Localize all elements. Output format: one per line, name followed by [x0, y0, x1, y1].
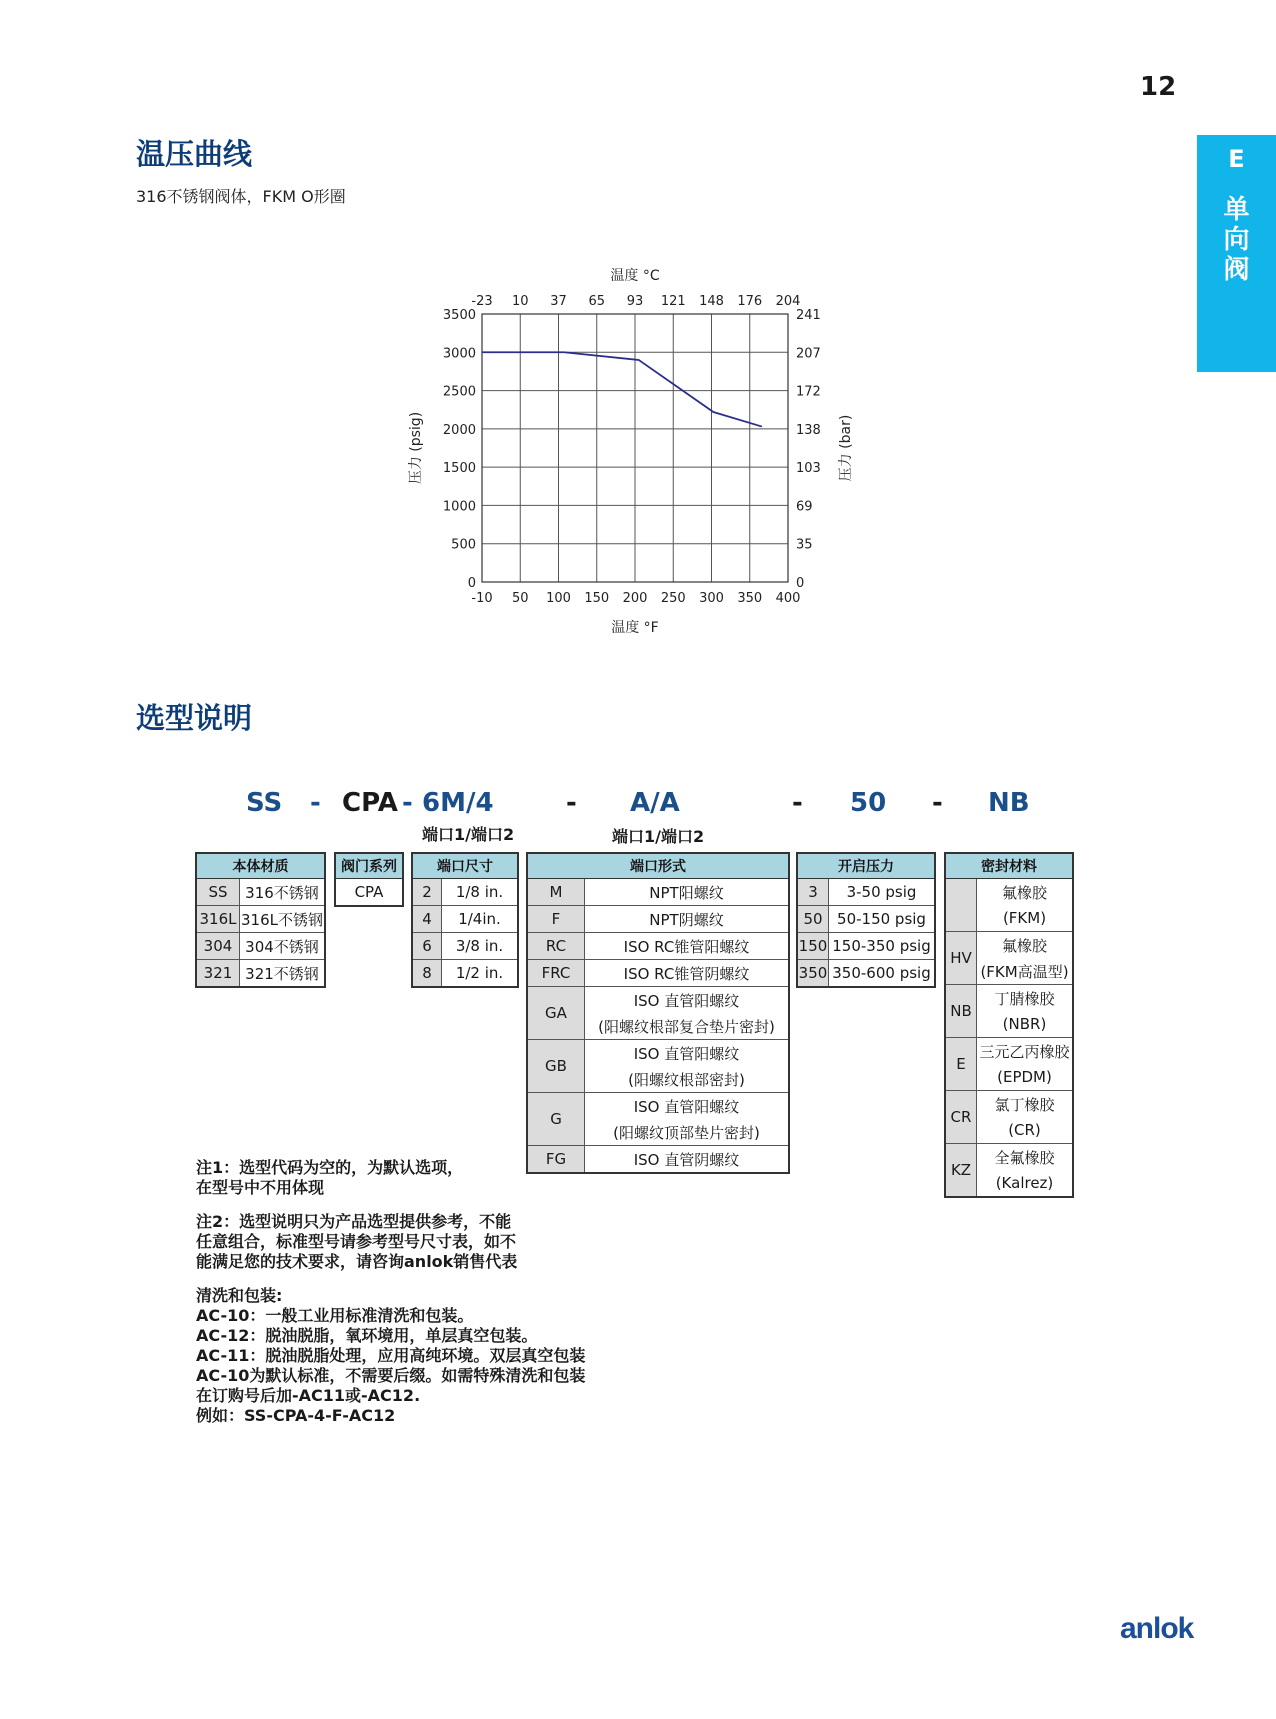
table-row — [945, 985, 1073, 1012]
y-tick-label-bar: 0 — [796, 576, 805, 591]
note-line: 在订购号后加-AC11或-AC12. — [196, 1386, 421, 1405]
code-size: 6M/4 — [422, 788, 494, 818]
x-tick-label-f: 250 — [660, 591, 686, 606]
side-tab-letter: E — [1228, 145, 1245, 173]
cell-desc: 3/8 in. — [442, 933, 519, 960]
cell-desc: 321不锈钢 — [240, 960, 326, 988]
y-tick-label-psig: 3500 — [442, 308, 476, 323]
x-tick-label-c: 65 — [588, 294, 606, 309]
y-tick-label-bar: 241 — [796, 308, 821, 323]
table-row — [945, 1038, 1073, 1065]
cell-desc: ISO RC锥管阳螺纹 — [585, 933, 790, 960]
cell-desc: (FKM) — [977, 905, 1074, 932]
y-tick-label-psig: 0 — [467, 576, 476, 591]
table-row — [412, 879, 518, 906]
cell-desc: 氟橡胶 — [977, 932, 1074, 959]
side-tab-char: 向 — [1223, 225, 1250, 255]
x-tick-label-f: 400 — [775, 591, 801, 606]
cell-desc: 氯丁橡胶 — [977, 1091, 1074, 1118]
table-row — [797, 960, 935, 988]
x-tick-label-f: -10 — [471, 591, 493, 606]
x-tick-label-f: 50 — [511, 591, 529, 606]
cell-desc: 304不锈钢 — [240, 933, 326, 960]
y-axis-label-left: 压力 (psig) — [408, 411, 424, 485]
cell-desc: NPT阴螺纹 — [585, 906, 790, 933]
x-tick-label-f: 150 — [584, 591, 610, 606]
cell-desc: (阳螺纹根部密封) — [585, 1066, 790, 1093]
cell-desc: 150-350 psig — [829, 933, 936, 960]
y-tick-label-bar: 207 — [796, 346, 821, 362]
note-line: 清洗和包装: — [196, 1286, 283, 1305]
y-tick-label-psig: 2000 — [442, 422, 476, 438]
ordering-code — [0, 788, 1276, 822]
note-line: AC-11：脱油脱脂处理，应用高纯环境。双层真空包装 — [196, 1346, 586, 1365]
table-header: 密封材料 — [945, 853, 1073, 879]
cell-code: SS — [196, 879, 240, 906]
cell-code: E — [945, 1038, 977, 1091]
cell-desc: ISO 直管阳螺纹 — [585, 1040, 790, 1067]
note-2 — [196, 1212, 517, 1272]
table-row — [527, 879, 789, 906]
table-row — [797, 879, 935, 906]
cell-code: 150 — [797, 933, 829, 960]
x-tick-label-c: -23 — [471, 294, 493, 309]
cell-code: 50 — [797, 906, 829, 933]
cell-desc: 1/4in. — [442, 906, 519, 933]
y-tick-label-psig: 3000 — [442, 346, 476, 362]
cell-desc: 三元乙丙橡胶 — [977, 1038, 1074, 1065]
cell-code: 8 — [412, 960, 442, 988]
x-tick-label-c: 37 — [550, 294, 567, 309]
side-tab-char: 阀 — [1223, 255, 1250, 285]
table-row — [527, 933, 789, 960]
cell-desc: ISO 直管阳螺纹 — [585, 1093, 790, 1120]
port-size-table — [411, 852, 519, 988]
cell-desc: NPT阳螺纹 — [585, 879, 790, 906]
table-row — [797, 906, 935, 933]
note-line: AC-12：脱油脱脂，氧环境用，单层真空包装。 — [196, 1326, 538, 1345]
cell-code: 4 — [412, 906, 442, 933]
y-tick-label-bar: 35 — [796, 537, 813, 553]
table-row — [527, 906, 789, 933]
table-header: 本体材质 — [196, 853, 325, 879]
y-tick-label-bar: 103 — [796, 461, 821, 477]
y-tick-label-psig: 500 — [451, 537, 476, 553]
cell-code: 6 — [412, 933, 442, 960]
cell-desc: (EPDM) — [977, 1064, 1074, 1091]
cell-code — [945, 879, 977, 932]
cell-desc: 丁腈橡胶 — [977, 985, 1074, 1012]
cell-code: GB — [527, 1040, 585, 1093]
cell-desc: (Kalrez) — [977, 1170, 1074, 1197]
x-tick-label-f: 200 — [622, 591, 648, 606]
note-1 — [196, 1158, 463, 1198]
side-tab-char: 单 — [1223, 195, 1250, 225]
cell-desc: (FKM高温型) — [977, 958, 1074, 985]
code-series: CPA — [342, 788, 398, 818]
cell-code: RC — [527, 933, 585, 960]
table-row — [527, 1146, 789, 1174]
cell-desc: 全氟橡胶 — [977, 1144, 1074, 1171]
cell-code: M — [527, 879, 585, 906]
table-row — [412, 906, 518, 933]
table-row — [196, 933, 325, 960]
section-title-pt-curve: 温压曲线 — [136, 137, 253, 171]
y-tick-label-bar: 69 — [796, 499, 813, 515]
port-form-table — [526, 852, 790, 1174]
y-tick-label-psig: 1500 — [442, 461, 476, 477]
table-row — [412, 933, 518, 960]
table-row — [196, 879, 325, 906]
cell-desc: 3-50 psig — [829, 879, 936, 906]
table-row — [527, 1093, 789, 1120]
code-separator: - — [792, 788, 803, 818]
x-tick-label-c: 93 — [626, 294, 644, 309]
code-size-subtitle: 端口1/端口2 — [422, 825, 515, 844]
side-tab-text — [1197, 195, 1276, 285]
code-pressure: 50 — [850, 788, 887, 818]
cell-code: CPA — [335, 879, 403, 907]
table-header: 开启压力 — [797, 853, 935, 879]
section-side-tab — [1197, 135, 1276, 372]
x-tick-label-c: 121 — [660, 294, 686, 309]
table-row — [412, 960, 518, 988]
note-line: 注1：选型代码为空的，为默认选项， — [196, 1158, 464, 1177]
table-row — [196, 960, 325, 988]
cell-code: 321 — [196, 960, 240, 988]
code-separator: - — [310, 788, 321, 818]
code-separator: - — [566, 788, 577, 818]
note-line: AC-10：一般工业用标准清洗和包装。 — [196, 1306, 474, 1325]
table-row — [945, 932, 1073, 959]
table-header: 阀门系列 — [335, 853, 403, 879]
table-row — [945, 1091, 1073, 1118]
cell-code: 316L — [196, 906, 240, 933]
table-row — [527, 960, 789, 987]
x-tick-label-c: 176 — [737, 294, 763, 309]
code-seal: NB — [988, 788, 1030, 818]
note-line: 注2：选型说明只为产品选型提供参考，不能 — [196, 1212, 512, 1231]
pressure-temperature-chart — [400, 252, 880, 642]
series-line — [482, 352, 762, 426]
section-title-ordering: 选型说明 — [136, 701, 253, 735]
section-subtitle: 316不锈钢阀体，FKM O形圈 — [136, 187, 346, 206]
cell-desc: 316L不锈钢 — [240, 906, 326, 933]
body-material-table — [195, 852, 326, 988]
cell-desc: 350-600 psig — [829, 960, 936, 988]
y-tick-label-psig: 2500 — [442, 384, 476, 400]
table-row — [196, 906, 325, 933]
y-tick-label-bar: 138 — [796, 422, 821, 438]
cell-code: 304 — [196, 933, 240, 960]
note-line: 能满足您的技术要求，请咨询anlok销售代表 — [196, 1252, 518, 1271]
y-axis-label-right: 压力 (bar) — [838, 414, 854, 482]
x-axis-label-bottom: 温度 °F — [611, 620, 659, 636]
y-tick-label-psig: 1000 — [442, 499, 476, 515]
cell-code: GA — [527, 987, 585, 1040]
cell-desc: ISO 直管阴螺纹 — [585, 1146, 790, 1174]
code-separator: - — [932, 788, 943, 818]
cell-code: NB — [945, 985, 977, 1038]
cell-code: KZ — [945, 1144, 977, 1198]
cell-desc: 1/8 in. — [442, 879, 519, 906]
cell-code: F — [527, 906, 585, 933]
code-port-subtitle: 端口1/端口2 — [612, 827, 705, 846]
cell-desc: (阳螺纹根部复合垫片密封) — [585, 1013, 790, 1040]
cleaning-packaging-notes — [196, 1286, 585, 1426]
cell-desc: (阳螺纹顶部垫片密封) — [585, 1119, 790, 1146]
table-row — [335, 879, 403, 907]
cell-code: 350 — [797, 960, 829, 988]
table-row — [945, 879, 1073, 906]
note-line: 任意组合，标准型号请参考型号尺寸表，如不 — [196, 1232, 517, 1251]
cell-desc: 316不锈钢 — [240, 879, 326, 906]
note-line: 在型号中不用体现 — [196, 1178, 325, 1197]
cell-desc: (NBR) — [977, 1011, 1074, 1038]
code-port: A/A — [630, 788, 680, 818]
table-row — [945, 1144, 1073, 1171]
page-number: 12 — [1140, 72, 1177, 102]
note-line: AC-10为默认标准，不需要后缀。如需特殊清洗和包装 — [196, 1366, 586, 1385]
x-tick-label-f: 350 — [737, 591, 763, 606]
valve-series-table — [334, 852, 404, 907]
table-header: 端口尺寸 — [412, 853, 518, 879]
cell-desc: ISO RC锥管阴螺纹 — [585, 960, 790, 987]
cell-desc: 1/2 in. — [442, 960, 519, 988]
x-axis-label-top: 温度 °C — [610, 268, 660, 284]
cell-desc: 50-150 psig — [829, 906, 936, 933]
cell-code: FG — [527, 1146, 585, 1174]
cell-code: HV — [945, 932, 977, 985]
cell-code: CR — [945, 1091, 977, 1144]
seal-material-table — [944, 852, 1074, 1198]
x-tick-label-f: 300 — [699, 591, 724, 606]
x-tick-label-f: 100 — [546, 591, 571, 606]
cell-desc: ISO 直管阳螺纹 — [585, 987, 790, 1014]
note-line: 例如：SS-CPA-4-F-AC12 — [196, 1406, 396, 1425]
x-tick-label-c: 204 — [775, 294, 801, 309]
anlok-logo: anlok — [1120, 1612, 1194, 1645]
cell-desc: (CR) — [977, 1117, 1074, 1144]
cell-code: G — [527, 1093, 585, 1146]
code-material: SS — [246, 788, 283, 818]
cracking-pressure-table — [796, 852, 936, 988]
cell-code: FRC — [527, 960, 585, 987]
code-separator: - — [402, 788, 413, 818]
y-tick-label-bar: 172 — [796, 384, 821, 400]
table-header: 端口形式 — [527, 853, 789, 879]
x-tick-label-c: 10 — [511, 294, 529, 309]
cell-code: 2 — [412, 879, 442, 906]
table-row — [527, 987, 789, 1014]
cell-code: 3 — [797, 879, 829, 906]
table-row — [797, 933, 935, 960]
table-row — [527, 1040, 789, 1067]
cell-desc: 氟橡胶 — [977, 879, 1074, 906]
x-tick-label-c: 148 — [699, 294, 724, 309]
